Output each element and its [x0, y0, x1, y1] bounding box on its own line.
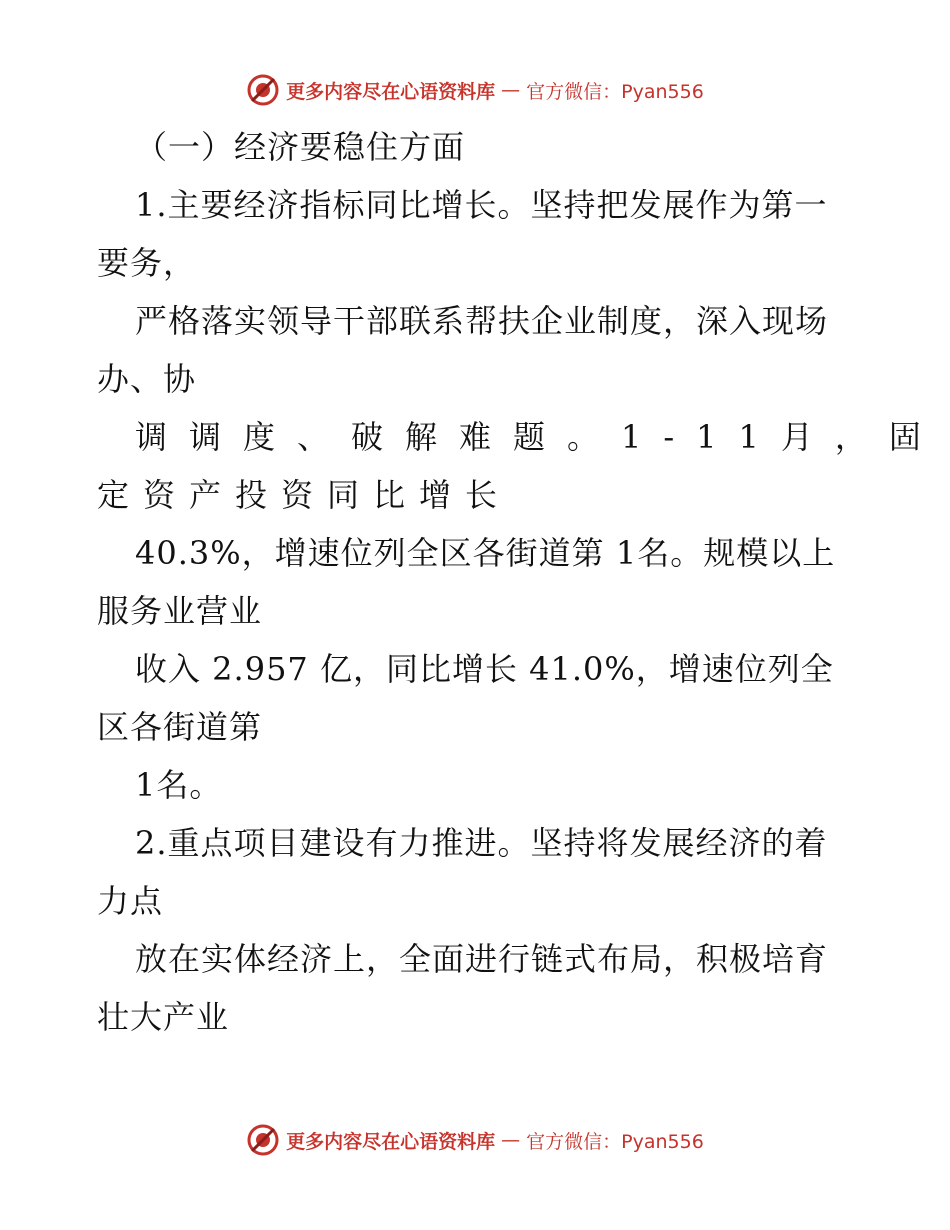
paragraph-line: 收入 2.957 亿，同比增长 41.0%，增速位列全	[135, 650, 834, 688]
footer-wechat-text: 官方微信：Pyan556	[526, 1130, 704, 1153]
header-separator: —	[501, 79, 521, 101]
brand-logo-icon	[246, 1123, 280, 1157]
paragraph-line: 严格落实领导干部联系帮扶企业制度，深入现场	[135, 302, 829, 340]
paragraph-line: 办、协	[97, 360, 197, 398]
paragraph-line: 壮大产业	[97, 998, 230, 1036]
paragraph-line: 2.重点项目建设有力推进。坚持将发展经济的着	[135, 824, 828, 862]
paragraph-line: 放在实体经济上，全面进行链式布局，积极培育	[135, 940, 829, 978]
document-body	[97, 118, 943, 1046]
paragraph-line: 要务，	[97, 244, 197, 282]
paragraph-line: 服务业营业	[97, 592, 263, 630]
header-banner	[0, 70, 950, 110]
footer-banner	[0, 1120, 950, 1160]
section-heading: （一）经济要稳住方面	[135, 128, 466, 166]
paragraph-line: 40.3%，增速位列全区各街道第 1名。规模以上	[135, 534, 836, 572]
brand-logo-icon	[246, 73, 280, 107]
footer-separator: —	[501, 1129, 521, 1151]
header-wechat-text: 官方微信：Pyan556	[526, 80, 704, 103]
paragraph-line: 定资产投资同比增长	[97, 476, 512, 514]
paragraph-line: 1名。	[135, 766, 223, 804]
paragraph-line: 力点	[97, 882, 164, 920]
paragraph-line: 调调度、破解难题。1-11月，固	[135, 418, 943, 456]
paragraph-line: 1.主要经济指标同比增长。坚持把发展作为第一	[135, 186, 828, 224]
footer-brand-text: 更多内容尽在心语资料库	[286, 1130, 496, 1153]
paragraph-line: 区各街道第	[97, 708, 263, 746]
header-brand-text: 更多内容尽在心语资料库	[286, 80, 496, 103]
